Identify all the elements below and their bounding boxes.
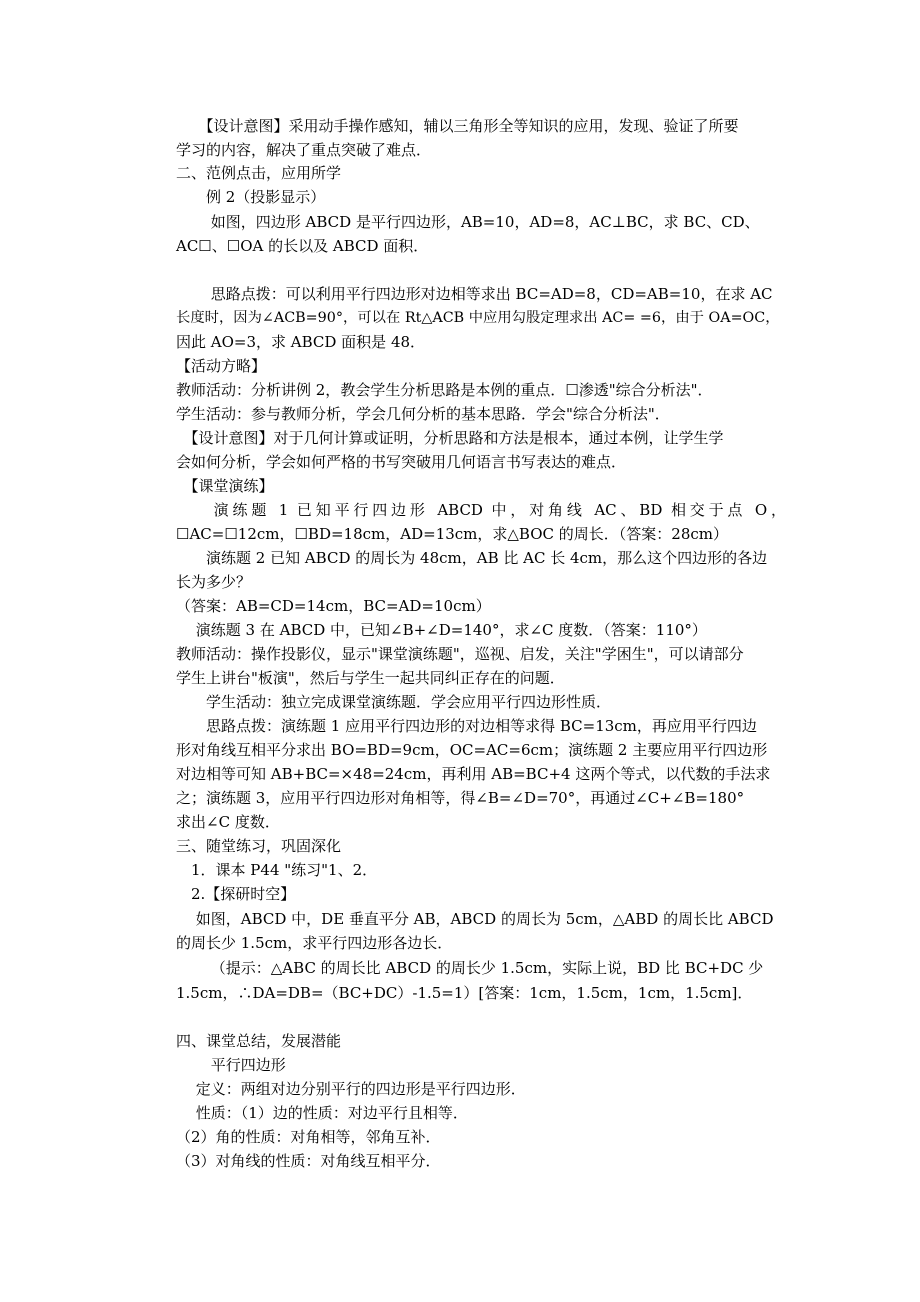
- text-line: 例 2（投影显示）: [176, 188, 326, 206]
- text-line: （2）角的性质：对角相等，邻角互补．: [176, 1128, 441, 1146]
- text-line: 如图，四边形 ABCD 是平行四边形，AB=10，AD=8，AC⊥BC，求 BC、CD、: [176, 213, 760, 231]
- text-line: 教师活动：操作投影仪，显示"课堂演练题"，巡视、启发，关注"学困生"，可以请部分: [176, 645, 744, 663]
- text-line: 会如何分析，学会如何严格的书写突破用几何语言书写表达的难点．: [176, 453, 627, 471]
- text-line: 求出∠C 度数．: [176, 813, 280, 831]
- section-heading: 【课堂演练】: [176, 477, 274, 495]
- text-line: （提示：△ABC 的周长比 ABCD 的周长少 1.5cm，实际上说，BD 比 BC+DC 少: [176, 959, 764, 977]
- text-line: 【设计意图】对于几何计算或证明，分析思路和方法是根本，通过本例，让学生学: [176, 429, 724, 447]
- text-line: 思路点拨：可以利用平行四边形对边相等求出 BC=AD=8，CD=AB=10，在求 AC: [176, 285, 773, 303]
- text-line: 【设计意图】采用动手操作感知，辅以三角形全等知识的应用，发现、验证了所要: [176, 117, 739, 135]
- section-heading: 四、课堂总结，发展潜能: [176, 1032, 342, 1050]
- text-line: 如图，ABCD 中，DE 垂直平分 AB，ABCD 的周长为 5cm，△ABD 的周长比 ABCD: [176, 910, 774, 928]
- text-line: 对边相等可知 AB+BC=×48=24cm，再利用 AB=BC+4 这两个等式，以代数的手法求: [176, 765, 771, 783]
- text-line: 演练题 2 已知 ABCD 的周长为 48cm，AB 比 AC 长 4cm，那么这个四边形的各边: [176, 549, 768, 567]
- text-line: 演练题 3 在 ABCD 中，已知∠B+∠D=140°，求∠C 度数．（答案：110°）: [176, 621, 707, 639]
- text-line: 学生活动：独立完成课堂演练题．学会应用平行四边形性质．: [176, 693, 612, 711]
- section-heading: 二、范例点击，应用所学: [176, 164, 342, 182]
- text-line: 的周长少 1.5cm，求平行四边形各边长．: [176, 934, 453, 952]
- text-line: 形对角线互相平分求出 BO=BD=9cm，OC=AC=6cm；演练题 2 主要应用平行四边形: [176, 741, 768, 759]
- text-line: 平行四边形: [176, 1056, 286, 1074]
- section-heading: 【活动方略】: [176, 357, 267, 375]
- section-heading: 三、随堂练习，巩固深化: [176, 837, 342, 855]
- text-line: 演练题 1 已知平行四边形 ABCD 中，对角线 AC、BD 相交于点 O，: [176, 501, 786, 519]
- text-line: 2.【探研时空】: [176, 885, 296, 903]
- text-line: 因此 AO=3，求 ABCD 面积是 48．: [176, 333, 426, 351]
- text-line: 思路点拨：演练题 1 应用平行四边形的对边相等求得 BC=13cm，再应用平行四边: [176, 717, 757, 735]
- text-line: 教师活动：分析讲例 2，教会学生分析思路是本例的重点．☐渗透"综合分析法"．: [176, 381, 713, 399]
- text-line: 学生活动：参与教师分析，学会几何分析的基本思路．学会"综合分析法"．: [176, 405, 670, 423]
- text-line: （答案：AB=CD=14cm，BC=AD=10cm）: [176, 597, 491, 615]
- text-line: 长度时，因为∠ACB=90°，可以在 Rt△ACB 中应用勾股定理求出 AC= =6，由于 OA=OC，: [176, 310, 780, 326]
- text-line: 性质：（1）边的性质：对边平行且相等．: [176, 1104, 468, 1122]
- text-line: 定义：两组对边分别平行的四边形是平行四边形．: [176, 1080, 526, 1098]
- text-line: 学生上讲台"板演"，然后与学生一起共同纠正存在的问题．: [176, 669, 565, 687]
- text-line: ☐AC=☐12cm，☐BD=18cm，AD=13cm，求△BOC 的周长．（答案：28cm）: [176, 525, 728, 543]
- text-line: （3）对角线的性质：对角线互相平分．: [176, 1152, 441, 1170]
- text-line: 1．课本 P44 "练习"1、2．: [176, 861, 378, 879]
- text-line: 学习的内容，解决了重点突破了难点．: [176, 141, 432, 159]
- text-line: 之；演练题 3，应用平行四边形对角相等，得∠B=∠D=70°，再通过∠C+∠B=180°: [176, 789, 745, 807]
- text-line: AC☐、☐OA 的长以及 ABCD 面积．: [176, 237, 429, 255]
- text-line: 1.5cm，∴DA=DB=（BC+DC）-1.5=1）[答案：1cm，1.5cm，1cm，1.5cm]．: [176, 984, 753, 1002]
- text-line: 长为多少？: [176, 573, 252, 591]
